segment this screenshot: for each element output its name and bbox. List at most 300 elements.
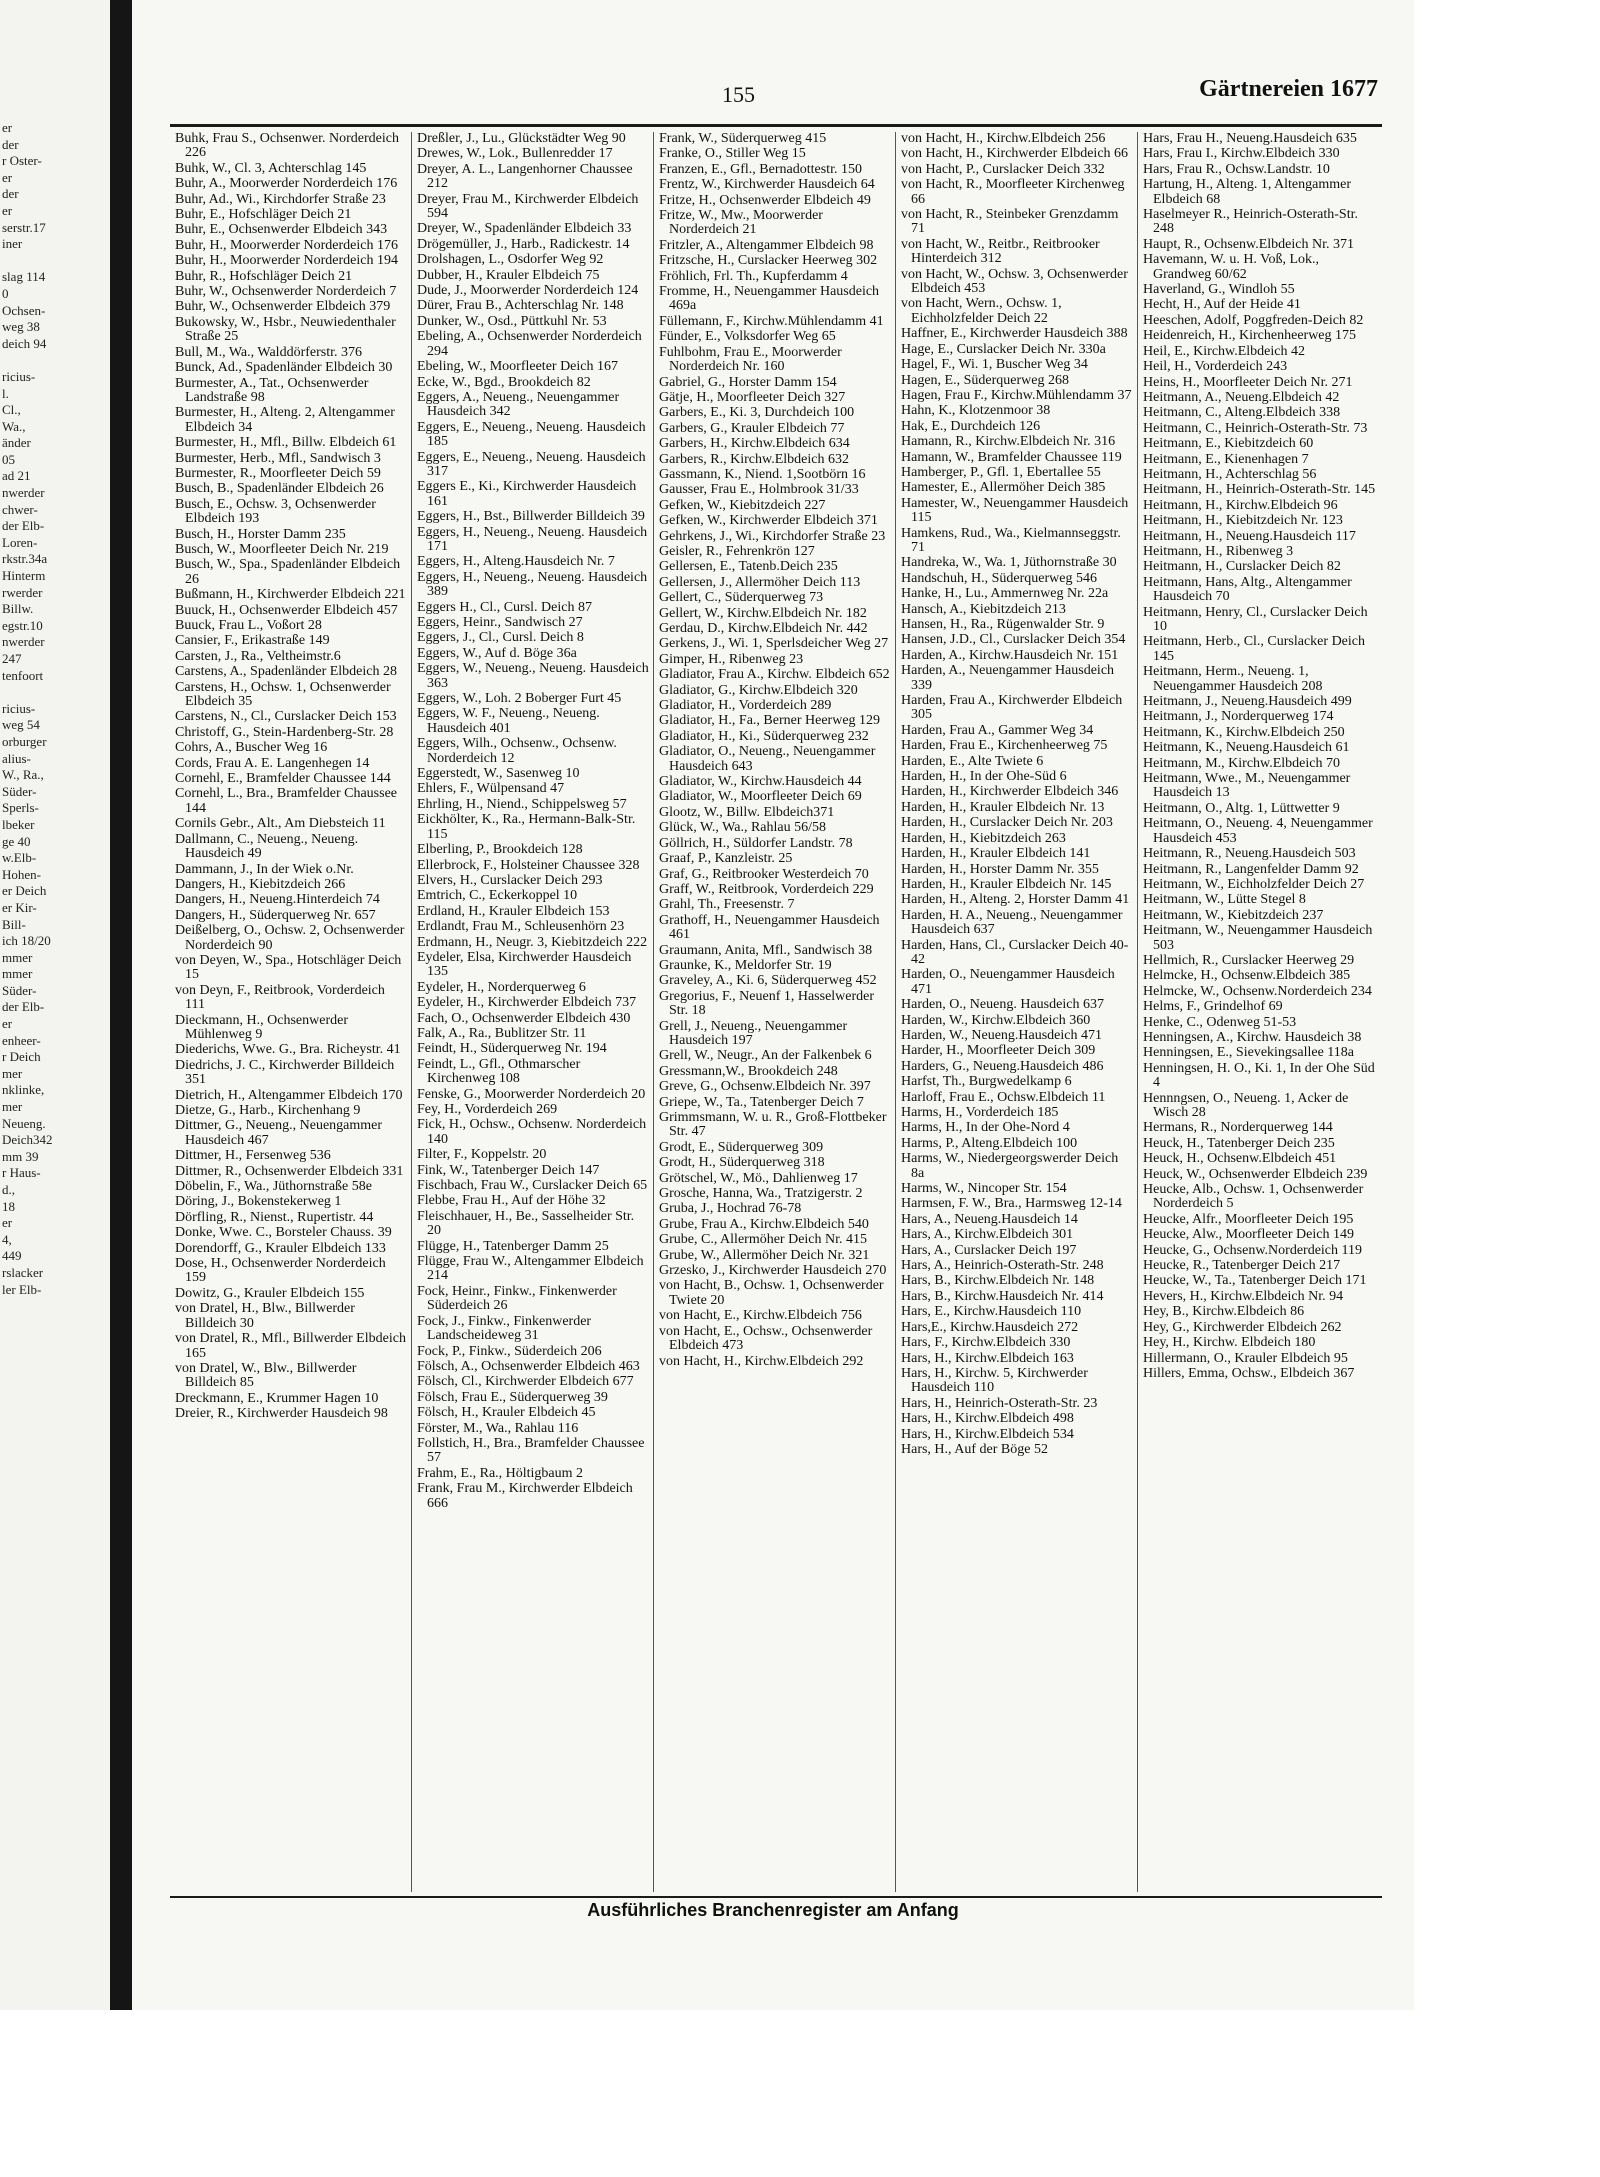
directory-entry: Hars, A., Kirchw.Elbdeich 301 [901, 1227, 1074, 1243]
directory-entry: Harms, H., In der Ohe-Nord 4 [901, 1120, 1070, 1136]
directory-entry: Bußmann, H., Kirchwerder Elbdeich 221 [175, 587, 406, 603]
directory-entry: Döbelin, F., Wa., Jüthornstraße 58e [175, 1179, 372, 1195]
directory-entry: Dude, J., Moorwerder Norderdeich 124 [417, 283, 639, 299]
footer-rule [170, 1896, 1382, 1898]
directory-entry: Eggers E., Ki., Kirchwerder Hausdeich 161 [417, 479, 637, 509]
directory-entry: Hecht, H., Auf der Heide 41 [1143, 297, 1301, 313]
directory-entry: Ehlers, F., Wülpensand 47 [417, 781, 565, 797]
directory-entry: Drewes, W., Lok., Bullenredder 17 [417, 146, 613, 162]
directory-entry: Heitmann, O., Altg. 1, Lüttwetter 9 [1143, 800, 1340, 816]
directory-entry: Ebeling, A., Ochsenwerder Norderdeich 294 [417, 329, 642, 359]
directory-entry: Gefken, W., Kirchwerder Elbdeich 371 [659, 513, 878, 529]
directory-entry: von Deyn, F., Reitbrook, Vorderdeich 111 [175, 982, 385, 1013]
directory-column-3 [654, 132, 896, 1892]
directory-entry: Filter, F., Koppelstr. 20 [417, 1147, 547, 1163]
directory-entry: Eggers, E., Neueng., Neueng. Hausdeich 185 [417, 419, 646, 450]
directory-entry: Busch, W., Spa., Spadenländer Elbdeich 26 [175, 557, 401, 587]
directory-entry: Graf, G., Reitbrooker Westerdeich 70 [659, 866, 869, 882]
directory-entry: Harder, H., Moorfleeter Deich 309 [901, 1043, 1096, 1059]
directory-entry: Graveley, A., Ki. 6, Süderquerweg 452 [659, 973, 877, 989]
directory-entry: Hamester, E., Allermöher Deich 385 [901, 480, 1106, 496]
directory-entry: Eggers, Wilh., Ochsenw., Ochsenw. Norderdeich 12 [417, 736, 617, 766]
directory-entry: von Hacht, Wern., Ochsw. 1, Eichholzfelder Deich 22 [901, 296, 1062, 326]
directory-entry: Heitmann, W., Neuengammer Hausdeich 503 [1143, 923, 1373, 953]
directory-entry: Grzesko, J., Kirchwerder Hausdeich 270 [659, 1263, 887, 1279]
directory-entry: Hartung, H., Alteng. 1, Altengammer Elbdeich 68 [1143, 177, 1352, 207]
directory-entry: Feindt, L., Gfl., Othmarscher Kirchenweg 108 [417, 1056, 581, 1087]
footer-note: Ausführliches Branchenregister am Anfang [587, 1900, 959, 1920]
directory-entry: Hamann, R., Kirchw.Elbdeich Nr. 316 [901, 434, 1116, 450]
directory-entry: Geisler, R., Fehrenkrön 127 [659, 543, 815, 559]
directory-entry: Harms, H., Vorderdeich 185 [901, 1105, 1059, 1120]
directory-entry: Heitmann, E., Kienenhagen 7 [1143, 451, 1309, 467]
directory-entry: Fünder, E., Volksdorfer Weg 65 [659, 329, 836, 345]
directory-entry: Fick, H., Ochsw., Ochsenw. Norderdeich 140 [417, 1117, 647, 1147]
directory-entry: Hars, H., Kirchw.Elbdeich 498 [901, 1411, 1074, 1427]
directory-entry: Gerdau, D., Kirchw.Elbdeich Nr. 442 [659, 621, 868, 636]
directory-entry: Dürer, Frau B., Achterschlag Nr. 148 [417, 298, 624, 314]
directory-entry: Heitmann, W., Kiebitzdeich 237 [1143, 907, 1324, 923]
directory-entry: Fuhlbohm, Frau E., Moorwerder Norderdeich Nr. 160 [659, 344, 842, 375]
directory-entry: Havemann, W. u. H. Voß, Lok., Grandweg 60/62 [1143, 252, 1320, 282]
directory-entry: Harders, G., Neueng.Hausdeich 486 [901, 1058, 1104, 1074]
directory-entry: Haffner, E., Kirchwerder Hausdeich 388 [901, 326, 1128, 342]
directory-entry: Heitmann, H., Kiebitzdeich Nr. 123 [1143, 513, 1343, 529]
directory-entry: Frahm, E., Ra., Höltigbaum 2 [417, 1465, 584, 1481]
directory-entry: Harden, Frau E., Kirchenheerweg 75 [901, 738, 1108, 754]
directory-entry: Buhk, W., Cl. 3, Achterschlag 145 [175, 160, 367, 176]
directory-entry: Förster, M., Wa., Rahlau 116 [417, 1420, 579, 1436]
directory-entry: Heitmann, R., Neueng.Hausdeich 503 [1143, 846, 1356, 862]
directory-entry: Grahl, Th., Freesenstr. 7 [659, 897, 795, 913]
directory-entry: Heucke, Alb., Ochsw. 1, Ochsenwerder Norderdeich 5 [1143, 1182, 1364, 1212]
directory-entry: Dietrich, H., Altengammer Elbdeich 170 [175, 1087, 403, 1103]
directory-entry: Dittmer, R., Ochsenwerder Elbdeich 331 [175, 1163, 404, 1179]
directory-entry: Bunck, Ad., Spadenländer Elbdeich 30 [175, 360, 393, 376]
directory-entry: Fleischhauer, H., Be., Sasselheider Str. 20 [417, 1208, 635, 1239]
directory-entry: von Deyen, W., Spa., Hotschläger Deich 15 [175, 952, 402, 983]
directory-entry: Harden, H., Kiebitzdeich 263 [901, 830, 1066, 846]
directory-entry: Hars, Frau I., Kirchw.Elbdeich 330 [1143, 146, 1340, 162]
directory-entry: Harden, H., Alteng. 2, Horster Damm 41 [901, 892, 1130, 908]
directory-entry: Harden, Hans, Cl., Curslacker Deich 40-42 [901, 937, 1129, 967]
directory-entry: Deißelberg, O., Ochsw. 2, Ochsenwerder Norderdeich 90 [175, 923, 405, 953]
directory-entry: Harden, H., Krauler Elbdeich Nr. 13 [901, 799, 1105, 815]
directory-entry: Fölsch, Frau E., Süderquerweg 39 [417, 1389, 608, 1405]
directory-entry: Emtrich, C., Eckerkoppel 10 [417, 888, 578, 904]
directory-entry: Harms, P., Alteng.Elbdeich 100 [901, 1135, 1078, 1151]
directory-entry: Dubber, H., Krauler Elbdeich 75 [417, 267, 600, 283]
directory-entry: Dörfling, R., Nienst., Rupertistr. 44 [175, 1209, 374, 1225]
directory-entry: Helms, F., Grindelhof 69 [1143, 999, 1283, 1015]
directory-entry: Harden, H., In der Ohe-Süd 6 [901, 769, 1067, 785]
directory-entry: Bull, M., Wa., Walddörferstr. 376 [175, 344, 362, 360]
directory-entry: Grube, Frau A., Kirchw.Elbdeich 540 [659, 1216, 869, 1232]
directory-entry: Donke, Wwe. C., Borsteler Chauss. 39 [175, 1225, 392, 1241]
directory-entry: Heucke, G., Ochsenw.Norderdeich 119 [1143, 1242, 1362, 1258]
directory-entry: Grötschel, W., Mö., Dahlienweg 17 [659, 1170, 858, 1186]
directory-entry: Gellert, C., Süderquerweg 73 [659, 590, 824, 606]
directory-entry: von Dratel, R., Mfl., Billwerder Elbdeich 165 [175, 1331, 406, 1361]
directory-entry: Elvers, H., Curslacker Deich 293 [417, 872, 603, 888]
directory-entry: Hars, H., Kirchw.Elbdeich 534 [901, 1426, 1074, 1442]
directory-entry: Buhr, W., Ochsenwerder Norderdeich 7 [175, 284, 397, 300]
directory-entry: Fey, H., Vorderdeich 269 [417, 1102, 558, 1117]
directory-entry: Gladiator, Frau A., Kirchw. Elbdeich 652 [659, 667, 890, 683]
directory-entry: Busch, E., Ochsw. 3, Ochsenwerder Elbdeich 193 [175, 496, 376, 527]
directory-entry: Handreka, W., Wa. 1, Jüthornstraße 30 [901, 555, 1117, 571]
directory-entry: Eydeler, H., Norderquerweg 6 [417, 979, 586, 995]
directory-entry: Hahn, K., Klotzenmoor 38 [901, 403, 1051, 419]
directory-entry: Hellmich, R., Curslacker Heerweg 29 [1143, 952, 1355, 968]
directory-entry: Harmsen, F. W., Bra., Harmsweg 12-14 [901, 1196, 1122, 1212]
directory-entry: Heitmann, H., Kirchw.Elbdeich 96 [1143, 497, 1338, 513]
directory-entry: Hagen, Frau F., Kirchw.Mühlendamm 37 [901, 387, 1132, 403]
directory-entry: Graaf, P., Kanzleistr. 25 [659, 851, 793, 867]
directory-entry: Gausser, Frau E., Holmbrook 31/33 [659, 482, 859, 498]
directory-entry: Heitmann, W., Eichholzfelder Deich 27 [1143, 876, 1365, 892]
directory-entry: Fritze, H., Ochsenwerder Elbdeich 49 [659, 192, 871, 208]
directory-entry: Graumann, Anita, Mfl., Sandwisch 38 [659, 942, 873, 958]
directory-entry: Gehrkens, J., Wi., Kirchdorfer Straße 23 [659, 528, 886, 544]
directory-entry: Eggers, H., Alteng.Hausdeich Nr. 7 [417, 554, 615, 570]
directory-entry: von Hacht, B., Ochsw. 1, Ochsenwerder Twiete 20 [659, 1278, 884, 1308]
directory-entry: Hars, A., Heinrich-Osterath-Str. 248 [901, 1258, 1104, 1274]
directory-entry: Buhr, H., Moorwerder Norderdeich 194 [175, 253, 398, 269]
directory-entry: Hansen, H., Ra., Rügenwalder Str. 9 [901, 617, 1105, 632]
directory-entry: Heucke, Alfr., Moorfleeter Deich 195 [1143, 1211, 1354, 1227]
directory-entry: Greve, G., Ochsenw.Elbdeich Nr. 397 [659, 1079, 871, 1095]
directory-entry: Harloff, Frau E., Ochsw.Elbdeich 11 [901, 1089, 1106, 1105]
directory-entry: Dittmer, H., Fersenweg 536 [175, 1148, 331, 1164]
previous-page-fragments: er der r Oster- er der er serstr.17 iner slag 114 0 Ochsen- weg 38 deich 94 ricius- l. Cl., Wa., änder 05 ad 21 nwerder chwer- der Elb- Loren- rkstr.34a Hinterm rwerder Billw. egstr.10 nwerder 247 tenfoort ricius- weg 54 orburger alius- W., Ra., Süder- Sperls- lbeker ge 40 w.Elb- Hohen- er Deich er Kir- Bill- ich 18/20 mmer mmer Süder- der Elb- er enheer- r Deich mer nklinke, mer Neueng. Deich342 mm 39 r Haus- d., 18 er 4, 449 rslacker ler Elb- [2, 120, 53, 1297]
directory-entry: Heidenreich, H., Kirchenheerweg 175 [1143, 328, 1357, 344]
directory-entry: Göllrich, H., Süldorfer Landstr. 78 [659, 835, 853, 851]
directory-entry: von Hacht, E., Ochsw., Ochsenwerder Elbdeich 473 [659, 1323, 873, 1354]
directory-entry: Christoff, G., Stein-Hardenberg-Str. 28 [175, 724, 394, 740]
directory-entry: Heitmann, O., Neueng. 4, Neuengammer Hausdeich 453 [1143, 816, 1373, 846]
directory-entry: von Dratel, H., Blw., Billwerder Billdeich 30 [175, 1301, 355, 1331]
directory-entry: Hamkens, Rud., Wa., Kielmannseggstr. 71 [901, 525, 1121, 555]
directory-entry: Follstich, H., Bra., Bramfelder Chaussee 57 [417, 1435, 645, 1466]
directory-entry: Erdland, H., Krauler Elbdeich 153 [417, 903, 610, 919]
directory-entry: Cansier, F., Erikastraße 149 [175, 633, 330, 649]
directory-entry: Bukowsky, W., Hsbr., Neuwiedenthaler Straße 25 [175, 314, 396, 345]
directory-column-1 [170, 132, 412, 1892]
directory-entry: Eickhölter, K., Ra., Hermann-Balk-Str. 115 [417, 812, 636, 842]
directory-entry: Hillers, Emma, Ochsw., Elbdeich 367 [1143, 1365, 1355, 1381]
directory-entry: Heeschen, Adolf, Poggfreden-Deich 82 [1143, 312, 1364, 328]
directory-entry: Eggers, W., Neueng., Neueng. Hausdeich 363 [417, 661, 649, 691]
directory-entry: Hamberger, P., Gfl. 1, Ebertallee 55 [901, 464, 1101, 480]
directory-entry: Glootz, W., Billw. Elbdeich371 [659, 804, 835, 820]
directory-entry: Heitmann, Wwe., M., Neuengammer Hausdeich 13 [1143, 771, 1351, 801]
directory-entry: Heitmann, Henry, Cl., Curslacker Deich 10 [1143, 604, 1368, 634]
directory-entry: Burmester, H., Alteng. 2, Altengammer Elbdeich 34 [175, 405, 395, 435]
directory-entry: Buhr, E., Hofschläger Deich 21 [175, 207, 352, 223]
directory-entry: Heitmann, H., Ribenweg 3 [1143, 543, 1294, 559]
directory-entry: von Hacht, H., Kirchw.Elbdeich 292 [659, 1353, 864, 1369]
directory-entry: Cornehl, E., Bramfelder Chaussee 144 [175, 771, 391, 787]
directory-entry: Eggers, H., Neueng., Neueng. Hausdeich 389 [417, 569, 648, 600]
directory-entry: Buhr, A., Moorwerder Norderdeich 176 [175, 176, 398, 192]
directory-entry: Heucke, Alw., Moorfleeter Deich 149 [1143, 1227, 1354, 1243]
directory-entry: Fritzler, A., Altengammer Elbdeich 98 [659, 237, 874, 253]
directory-entry: Grathoff, H., Neuengammer Hausdeich 461 [659, 912, 880, 943]
directory-entry: Garbers, H., Kirchw.Elbdeich 634 [659, 436, 850, 452]
directory-entry: Heitmann, K., Neueng.Hausdeich 61 [1143, 740, 1350, 756]
directory-entry: Heitmann, H., Heinrich-Osterath-Str. 145 [1143, 482, 1376, 498]
directory-entry: Hars, E., Kirchw.Hausdeich 110 [901, 1304, 1082, 1320]
directory-entry: Fölsch, A., Ochsenwerder Elbdeich 463 [417, 1358, 640, 1374]
directory-entry: Hars, H., Auf der Böge 52 [901, 1441, 1048, 1457]
directory-entry: Gellersen, J., Allermöher Deich 113 [659, 574, 861, 590]
directory-entry: Heitmann, H., Neueng.Hausdeich 117 [1143, 528, 1356, 544]
directory-entry: Hey, G., Kirchwerder Elbdeich 262 [1143, 1319, 1342, 1335]
directory-entry: Eggers, Heinr., Sandwisch 27 [417, 615, 583, 630]
directory-entry: Buhr, H., Moorwerder Norderdeich 176 [175, 237, 398, 253]
directory-entry: Fölsch, H., Krauler Elbdeich 45 [417, 1405, 596, 1421]
directory-entry: Burmester, A., Tat., Ochsenwerder Landstraße 98 [175, 375, 369, 405]
directory-entry: Eydeler, H., Kirchwerder Elbdeich 737 [417, 995, 637, 1011]
directory-entry: Gladiator, W., Kirchw.Hausdeich 44 [659, 774, 862, 790]
directory-entry: Fölsch, Cl., Kirchwerder Elbdeich 677 [417, 1374, 634, 1390]
directory-entry: Carstens, N., Cl., Curslacker Deich 153 [175, 709, 397, 725]
directory-entry: Henningsen, E., Sievekingsallee 118a [1143, 1045, 1354, 1061]
directory-entry: Hennngsen, O., Neueng. 1, Acker de Wisch 28 [1143, 1090, 1349, 1120]
directory-entry: Eggers, E., Neueng., Neueng. Hausdeich 317 [417, 449, 646, 479]
directory-entry: Gerkens, J., Wi. 1, Sperlsdeicher Weg 27 [659, 636, 889, 652]
directory-entry: Haverland, G., Windloh 55 [1143, 282, 1295, 298]
directory-entry: Hansch, A., Kiebitzdeich 213 [901, 601, 1066, 617]
directory-entry: Dorendorff, G., Krauler Elbdeich 133 [175, 1240, 386, 1256]
directory-entry: Fock, Heinr., Finkw., Finkenwerder Süderdeich 26 [417, 1283, 617, 1314]
directory-entry: Fromme, H., Neuengammer Hausdeich 469a [659, 284, 880, 314]
directory-entry: Grodt, H., Süderquerweg 318 [659, 1155, 825, 1171]
directory-entry: Helmcke, W., Ochsenw.Norderdeich 234 [1143, 983, 1372, 999]
directory-entry: Fischbach, Frau W., Curslacker Deich 65 [417, 1178, 648, 1194]
directory-entry: Gladiator, G., Kirchw.Elbdeich 320 [659, 682, 858, 698]
directory-entry: Harms, W., Niedergeorgswerder Deich 8a [901, 1151, 1119, 1181]
directory-entry: Gladiator, W., Moorfleeter Deich 69 [659, 789, 862, 805]
directory-entry: Grube, W., Allermöher Deich Nr. 321 [659, 1247, 870, 1263]
directory-entry: Heitmann, H., Achterschlag 56 [1143, 466, 1317, 482]
directory-entry: Burmester, Herb., Mfl., Sandwisch 3 [175, 450, 381, 466]
directory-entry: Graunke, K., Meldorfer Str. 19 [659, 957, 832, 973]
directory-entry: Glück, W., Wa., Rahlau 56/58 [659, 820, 826, 836]
directory-entry: Gladiator, H., Vorderdeich 289 [659, 698, 832, 714]
directory-entry: Buhk, Frau S., Ochsenwer. Norderdeich 226 [175, 132, 399, 161]
directory-entry: Dangers, H., Neueng.Hinterdeich 74 [175, 892, 380, 908]
directory-entry: von Hacht, H., Kirchwerder Elbdeich 66 [901, 146, 1129, 162]
directory-entry: von Hacht, W., Ochsw. 3, Ochsenwerder Elbdeich 453 [901, 266, 1128, 297]
directory-entry: Hanke, H., Lu., Ammernweg Nr. 22a [901, 586, 1109, 602]
directory-entry: Buhr, W., Ochsenwerder Elbdeich 379 [175, 299, 391, 315]
directory-entry: Grodt, E., Süderquerweg 309 [659, 1139, 824, 1155]
previous-page-edge [0, 0, 110, 2010]
directory-entry: Hars, H., Kirchw. 5, Kirchwerder Hausdeich 110 [901, 1365, 1088, 1396]
directory-entry: Hey, H., Kirchw. Elbdeich 180 [1143, 1335, 1316, 1351]
directory-entry: Flügge, Frau W., Altengammer Elbdeich 214 [417, 1254, 644, 1284]
directory-entry: Dreyer, Frau M., Kirchwerder Elbdeich 594 [417, 191, 639, 222]
directory-entry: Hars, H., Kirchw.Elbdeich 163 [901, 1350, 1074, 1366]
directory-entry: Fock, P., Finkw., Süderdeich 206 [417, 1343, 602, 1359]
directory-entry: Buuck, H., Ochsenwerder Elbdeich 457 [175, 602, 398, 618]
directory-entry: Heucke, R., Tatenberger Deich 217 [1143, 1258, 1341, 1274]
directory-entry: Fenske, G., Moorwerder Norderdeich 20 [417, 1086, 646, 1102]
directory-entry: Falk, A., Ra., Bublitzer Str. 11 [417, 1025, 587, 1041]
directory-entry: Gladiator, H., Fa., Berner Heerweg 129 [659, 713, 881, 729]
directory-column-5 [1138, 132, 1380, 1892]
directory-entry: Diedrichs, J. C., Kirchwerder Billdeich 351 [175, 1057, 395, 1088]
directory-entry: Haupt, R., Ochsenw.Elbdeich Nr. 371 [1143, 236, 1354, 252]
directory-entry: Flebbe, Frau H., Auf der Höhe 32 [417, 1193, 606, 1209]
directory-entry: Dreßler, J., Lu., Glückstädter Weg 90 [417, 132, 626, 146]
directory-entry: Harden, A., Neuengammer Hausdeich 339 [901, 663, 1115, 693]
directory-entry: Garbers, R., Kirchw.Elbdeich 632 [659, 451, 849, 467]
directory-entry: Gruba, J., Hochrad 76-78 [659, 1201, 802, 1217]
directory-columns [170, 132, 1382, 1892]
directory-entry: Diederichs, Wwe. G., Bra. Richeystr. 41 [175, 1042, 401, 1058]
directory-entry: Erdmann, H., Neugr. 3, Kiebitzdeich 222 [417, 934, 648, 950]
directory-entry: Burmester, R., Moorfleeter Deich 59 [175, 465, 381, 481]
directory-entry: Gladiator, O., Neueng., Neuengammer Hausdeich 643 [659, 744, 876, 774]
directory-entry: Buhr, E., Ochsenwerder Elbdeich 343 [175, 222, 388, 238]
directory-entry: Heitmann, A., Neueng.Elbdeich 42 [1143, 389, 1340, 405]
directory-entry: Dreckmann, E., Krummer Hagen 10 [175, 1390, 379, 1406]
directory-entry: Henningsen, H. O., Ki. 1, In der Ohe Süd 4 [1143, 1060, 1375, 1091]
directory-entry: Dallmann, C., Neueng., Neueng. Hausdeich 49 [175, 831, 359, 862]
directory-entry: Buuck, Frau L., Voßort 28 [175, 618, 322, 633]
directory-entry: Garbers, E., Ki. 3, Durchdeich 100 [659, 405, 855, 421]
directory-entry: Ecke, W., Bgd., Brookdeich 82 [417, 374, 591, 390]
directory-entry: Eggers, H., Bst., Billwerder Billdeich 39 [417, 509, 645, 525]
directory-entry: Heitmann, R., Langenfelder Damm 92 [1143, 861, 1359, 877]
directory-entry: Heins, H., Moorfleeter Deich Nr. 271 [1143, 374, 1353, 390]
directory-entry: Handschuh, H., Süderquerweg 546 [901, 570, 1097, 586]
directory-entry: Carstens, A., Spadenländer Elbdeich 28 [175, 664, 398, 680]
directory-entry: Heitmann, E., Kiebitzdeich 60 [1143, 436, 1314, 452]
directory-entry: Harden, H., Curslacker Deich Nr. 203 [901, 815, 1113, 831]
directory-entry: Dose, H., Ochsenwerder Norderdeich 159 [175, 1256, 386, 1286]
directory-entry: Gätje, H., Moorfleeter Deich 327 [659, 389, 846, 405]
directory-entry: Harden, W., Kirchw.Elbdeich 360 [901, 1012, 1091, 1028]
directory-entry: Haselmeyer R., Heinrich-Osterath-Str. 248 [1143, 207, 1358, 237]
directory-entry: Eggers, W., Auf d. Böge 36a [417, 645, 577, 661]
directory-entry: Heitmann, C., Alteng.Elbdeich 338 [1143, 405, 1341, 421]
directory-entry: Cornils Gebr., Alt., Am Diebsteich 11 [175, 816, 386, 832]
directory-entry: Fach, O., Ochsenwerder Elbdeich 430 [417, 1010, 631, 1026]
directory-entry: Hars, Frau H., Neueng.Hausdeich 635 [1143, 132, 1357, 146]
directory-entry: Heitmann, C., Heinrich-Osterath-Str. 73 [1143, 420, 1368, 436]
directory-entry: Dowitz, G., Krauler Elbdeich 155 [175, 1285, 365, 1301]
directory-entry: Busch, H., Horster Damm 235 [175, 526, 346, 542]
directory-entry: Hars, A., Curslacker Deich 197 [901, 1242, 1077, 1258]
directory-entry: Harden, H., Krauler Elbdeich Nr. 145 [901, 876, 1112, 892]
directory-entry: Buhr, Ad., Wi., Kirchdorfer Straße 23 [175, 191, 386, 207]
directory-entry: von Hacht, W., Reitbr., Reitbrooker Hinterdeich 312 [901, 236, 1100, 267]
directory-entry: Eggers, W., Loh. 2 Boberger Furt 45 [417, 691, 622, 707]
directory-entry: Heucke, W., Ta., Tatenberger Deich 171 [1143, 1273, 1367, 1289]
directory-entry: Elberling, P., Brookdeich 128 [417, 842, 583, 858]
directory-entry: Hars, H., Heinrich-Osterath-Str. 23 [901, 1395, 1098, 1411]
directory-entry: Hagel, F., Wi. 1, Buscher Weg 34 [901, 357, 1088, 373]
directory-entry: Dittmer, G., Neueng., Neuengammer Hausdeich 467 [175, 1118, 383, 1148]
directory-entry: Harden, W., Neueng.Hausdeich 471 [901, 1027, 1103, 1043]
directory-entry: Hillermann, O., Krauler Elbdeich 95 [1143, 1350, 1348, 1366]
directory-entry: Hermans, R., Norderquerweg 144 [1143, 1120, 1333, 1136]
directory-entry: von Hacht, H., Kirchw.Elbdeich 256 [901, 132, 1106, 146]
directory-entry: Dreyer, W., Spadenländer Elbdeich 33 [417, 221, 632, 237]
directory-entry: Harden, A., Kirchw.Hausdeich Nr. 151 [901, 647, 1119, 663]
directory-entry: Erdlandt, Frau M., Schleusenhörn 23 [417, 919, 625, 935]
directory-entry: Dreier, R., Kirchwerder Hausdeich 98 [175, 1406, 388, 1422]
directory-entry: Hansen, J.D., Cl., Curslacker Deich 354 [901, 632, 1126, 648]
directory-entry: Heitmann, W., Lütte Stegel 8 [1143, 892, 1306, 908]
directory-entry: Grosche, Hanna, Wa., Tratzigerstr. 2 [659, 1186, 863, 1202]
directory-entry: Hars, F., Kirchw.Elbdeich 330 [901, 1335, 1071, 1351]
directory-entry: Eydeler, Elsa, Kirchwerder Hausdeich 135 [417, 949, 632, 980]
header-rule [170, 124, 1382, 127]
directory-entry: Dieckmann, H., Ochsenwerder Mühlenweg 9 [175, 1012, 348, 1042]
directory-entry: Harden, H., Kirchwerder Elbdeich 346 [901, 784, 1119, 800]
directory-entry: Henningsen, A., Kirchw. Hausdeich 38 [1143, 1029, 1362, 1045]
directory-entry: Heitmann, K., Kirchw.Elbdeich 250 [1143, 724, 1345, 740]
directory-entry: Helmcke, H., Ochsenw.Elbdeich 385 [1143, 968, 1351, 984]
directory-entry: Heitmann, J., Neueng.Hausdeich 499 [1143, 694, 1352, 710]
directory-page [132, 0, 1414, 2010]
directory-entry: von Dratel, W., Blw., Billwerder Billdeich 85 [175, 1360, 357, 1391]
directory-entry: Heitmann, Herb., Cl., Curslacker Deich 145 [1143, 634, 1365, 664]
directory-entry: Gellert, W., Kirchw.Elbdeich Nr. 182 [659, 605, 867, 621]
directory-entry: Heuck, H., Tatenberger Deich 235 [1143, 1135, 1335, 1151]
directory-entry: Heitmann, H., Curslacker Deich 82 [1143, 559, 1341, 575]
directory-entry: Hage, E., Curslacker Deich Nr. 330a [901, 341, 1106, 357]
directory-entry: Heitmann, Hans, Altg., Altengammer Hausdeich 70 [1143, 574, 1352, 605]
directory-entry: Ellerbrock, F., Holsteiner Chaussee 328 [417, 857, 640, 873]
running-head: Gärtnereien 1677 [1199, 76, 1378, 102]
directory-entry: Gassmann, K., Niend. 1,Sootbörn 16 [659, 466, 866, 482]
directory-column-4 [896, 132, 1138, 1892]
directory-entry: Henke, C., Odenweg 51-53 [1143, 1014, 1297, 1030]
directory-entry: Heuck, W., Ochsenwerder Elbdeich 239 [1143, 1166, 1368, 1182]
directory-entry: Frentz, W., Kirchwerder Hausdeich 64 [659, 177, 875, 193]
directory-entry: Drögemüller, J., Harb., Radickestr. 14 [417, 236, 630, 252]
directory-entry: Harms, W., Nincoper Str. 154 [901, 1181, 1067, 1197]
directory-entry: Harden, H., Krauler Elbdeich 141 [901, 846, 1091, 862]
directory-entry: Fock, J., Finkw., Finkenwerder Landscheideweg 31 [417, 1313, 592, 1344]
directory-entry: Franzen, E., Gfl., Bernadottestr. 150 [659, 161, 862, 177]
directory-entry: von Hacht, E., Kirchw.Elbdeich 756 [659, 1308, 862, 1324]
directory-entry: Fritze, W., Mw., Moorwerder Norderdeich 21 [659, 208, 823, 238]
directory-entry: Heil, H., Vorderdeich 243 [1143, 359, 1288, 375]
directory-entry: Eggers, A., Neueng., Neuengammer Hausdeich 342 [417, 389, 620, 420]
directory-entry: Grell, W., Neugr., An der Falkenbek 6 [659, 1048, 872, 1064]
directory-entry: Heil, E., Kirchw.Elbdeich 42 [1143, 343, 1305, 359]
directory-column-2 [412, 132, 654, 1892]
directory-entry: Harden, E., Alte Twiete 6 [901, 753, 1044, 769]
directory-entry: Harden, H. A., Neueng., Neuengammer Hausdeich 637 [901, 907, 1123, 938]
directory-entry: Gimper, H., Ribenweg 23 [659, 651, 804, 667]
directory-entry: Gladiator, H., Ki., Süderquerweg 232 [659, 728, 869, 744]
directory-entry: Cornehl, L., Bra., Bramfelder Chaussee 144 [175, 786, 397, 816]
directory-entry: Grell, J., Neueng., Neuengammer Hausdeich 197 [659, 1018, 848, 1048]
directory-entry: Grimmsmann, W. u. R., Groß-Flottbeker Str. 47 [659, 1110, 887, 1140]
directory-entry: Heitmann, J., Norderquerweg 174 [1143, 709, 1334, 725]
directory-entry: Buhr, R., Hofschläger Deich 21 [175, 268, 353, 284]
directory-entry: Burmester, H., Mfl., Billw. Elbdeich 61 [175, 435, 397, 451]
directory-entry: Hagen, E., Süderquerweg 268 [901, 372, 1069, 388]
